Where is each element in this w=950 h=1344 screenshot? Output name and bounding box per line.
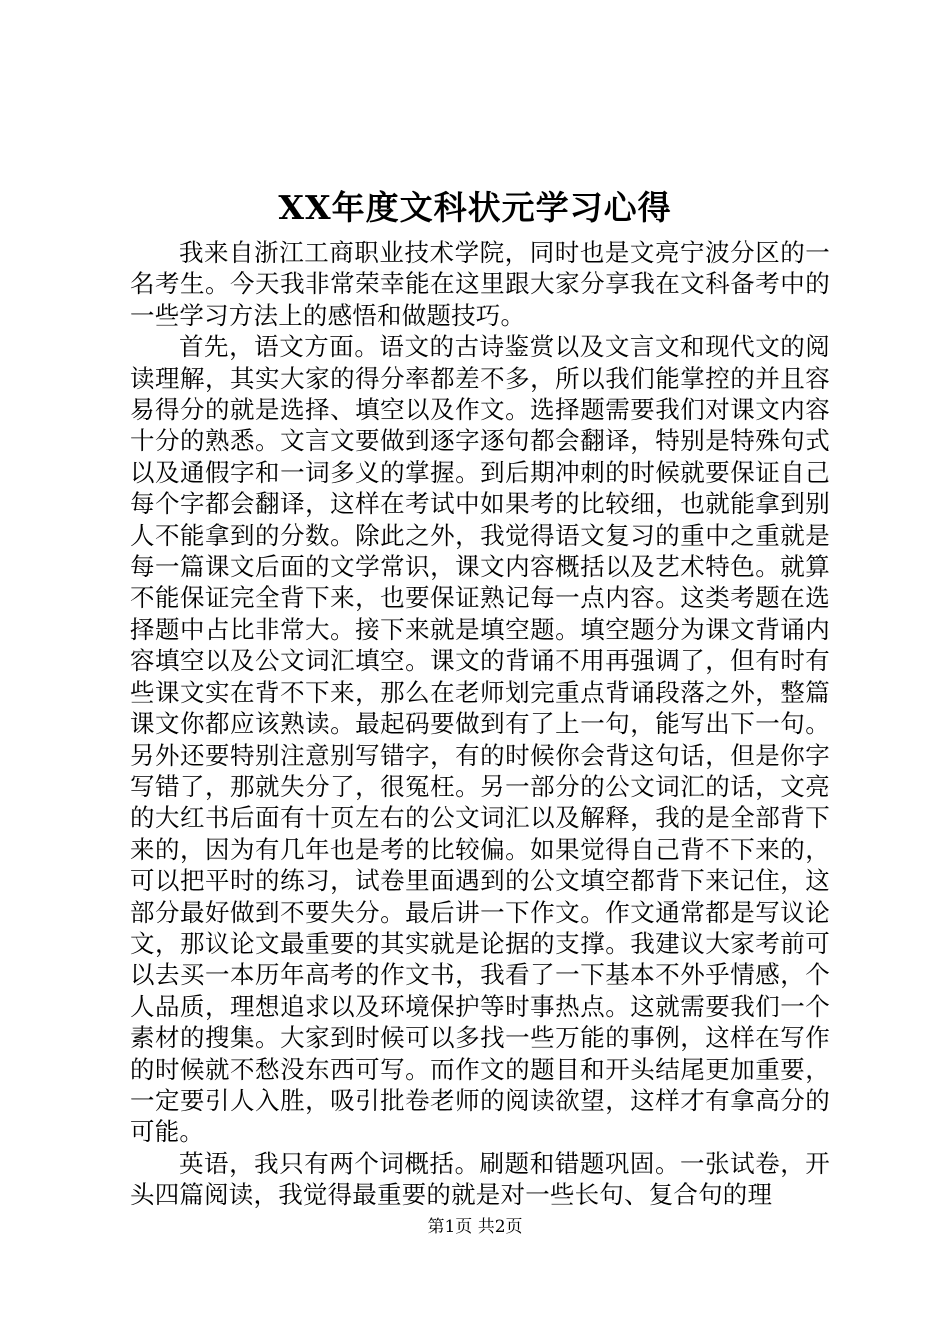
paragraph-chinese: 首先，语文方面。语文的古诗鉴赏以及文言文和现代文的阅读理解，其实大家的得分率都差不多，所以我们能掌控的并且容易得分的就是选择、填空以及作文。选择题需要我们对课文内容十分的熟悉。文言文要做到逐字逐句都会翻译，特别是特殊句式以及通假字和一词多义的掌握。到后期冲刺的时候就要保证自己每个字都会翻译，这样在考试中如果考的比较细，也就能拿到别人不能拿到的分数。除此之外，我觉得语文复习的重中之重就是每一篇课文后面的文学常识，课文内容概括以及艺术特色。就算不能保证完全背下来，也要保证熟记每一点内容。这类考题在选择题中占比非常大。接下来就是填空题。填空题分为课文背诵内容填空以及公文词汇填空。课文的背诵不用再强调了，但有时有些课文实在背不下来，那么在老师划完重点背诵段落之外，整篇课文你都应该熟读。最起码要做到有了上一句，能写出下一句。另外还要特别注意别写错字，有的时候你会背这句话，但是你字写错了，那就失分了，很冤枉。另一部分的公文词汇的话，文亮的大红书后面有十页左右的公文词汇以及解释，我的是全部背下来的，因为有几年也是考的比较偏。如果觉得自己背不下来的，可以把平时的练习，试卷里面遇到的公文填空都背下来记住，这部分最好做到不要失分。最后讲一下作文。作文通常都是写议论文，那议论文最重要的其实就是论据的支撑。我建议大家考前可以去买一本历年高考的作文书，我看了一下基本不外乎情感，个人品质，理想追求以及环境保护等时事热点。这就需要我们一个素材的搜集。大家到时候可以多找一些万能的事例，这样在写作的时候就不愁没东西可写。而作文的题目和开头结尾更加重要，一定要引人入胜，吸引批卷老师的阅读欲望，这样才有拿高分的可能。	[130, 332, 830, 1147]
document-title: XX年度文科状元学习心得	[278, 188, 672, 227]
document-body	[130, 237, 830, 1211]
paragraph-intro: 我来自浙江工商职业技术学院，同时也是文亮宁波分区的一名考生。今天我非常荣幸能在这里跟大家分享我在文科备考中的一些学习方法上的感悟和做题技巧。	[130, 238, 830, 330]
paragraph-english: 英语，我只有两个词概括。刷题和错题巩固。一张试卷，开头四篇阅读，我觉得最重要的就是对一些长句、复合句的理	[130, 1148, 830, 1210]
page-number-footer: 第1页 共2页	[427, 1217, 523, 1237]
